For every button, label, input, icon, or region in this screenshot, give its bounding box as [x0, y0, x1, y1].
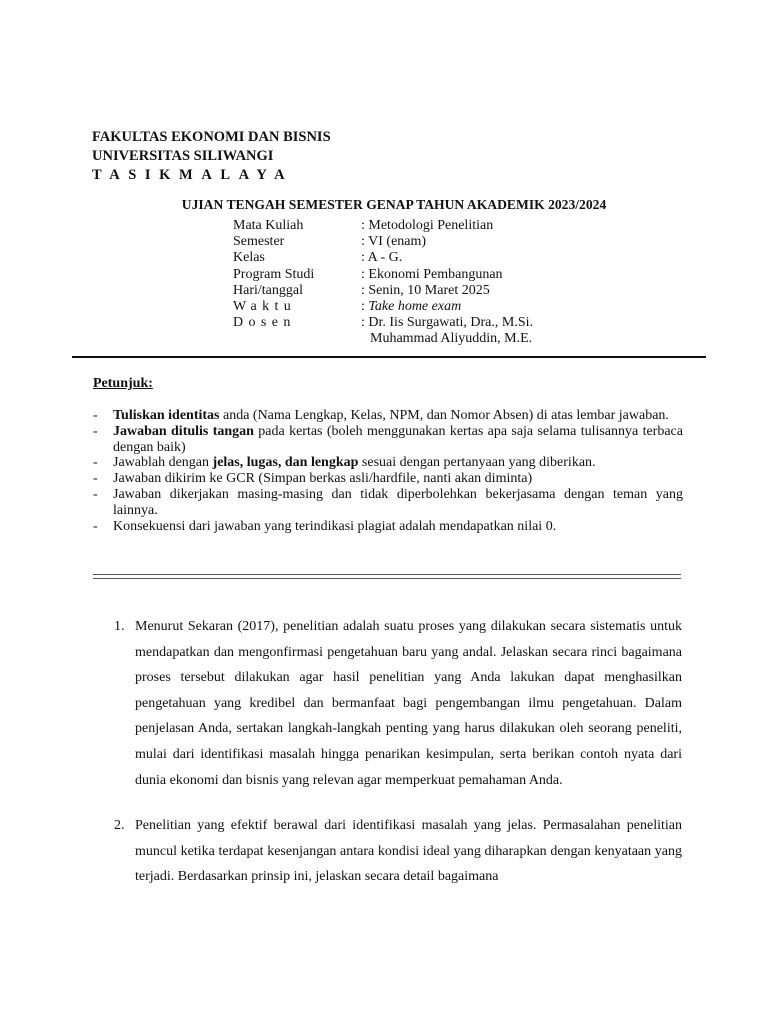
date-value: : Senin, 10 Maret 2025	[361, 282, 490, 298]
instruction-text: sesuai dengan pertanyaan yang diberikan.	[358, 455, 596, 471]
date-label: Hari/tanggal	[233, 282, 303, 298]
header-divider	[72, 356, 706, 358]
program-label: Program Studi	[233, 266, 315, 282]
instruction-item	[93, 455, 683, 471]
question-item	[114, 614, 682, 793]
semester-value: : VI (enam)	[361, 234, 427, 250]
instruction-item	[93, 408, 683, 424]
lecturer-label: Dosen	[233, 315, 296, 331]
class-value: : A - G.	[361, 250, 403, 266]
instruction-item	[93, 471, 683, 487]
time-colon: :	[361, 299, 369, 315]
info-row-course	[233, 218, 533, 234]
exam-title: UJIAN TENGAH SEMESTER GENAP TAHUN AKADEMIK 2023/2024	[181, 197, 607, 212]
class-label: Kelas	[233, 250, 265, 266]
instruction-bold: jelas, lugas, dan lengkap	[212, 455, 359, 471]
lecturer-value-2: Muhammad Aliyuddin, M.E.	[370, 331, 533, 347]
instruction-text: Jawaban dikerjakan masing-masing dan tidak diperbolehkan bekerjasama dengan teman yang lainnya.	[113, 486, 683, 518]
info-row-class	[233, 250, 533, 266]
question-text: Penelitian yang efektif berawal dari identifikasi masalah yang jelas. Permasalahan penelitian muncul ketika terdapat kesenjangan antara kondisi ideal yang diharapkan dengan kenyataan yang terjadi. Berdasarkan prinsip ini, jelaskan secara detail bagaimana	[135, 818, 682, 885]
info-row-time	[233, 299, 533, 315]
semester-label: Semester	[233, 234, 285, 250]
instruction-item	[93, 487, 683, 519]
time-value-wrapper	[361, 299, 461, 315]
time-value: Take home exam	[368, 299, 462, 315]
time-label: Waktu	[233, 299, 297, 315]
faculty-name: FAKULTAS EKONOMI DAN BISNIS	[92, 129, 331, 145]
instruction-text: Jawaban dikirim ke GCR (Simpan berkas asli/hardfile, nanti akan diminta)	[113, 471, 533, 487]
lecturer-value: : Dr. Iis Surgawati, Dra., M.Si.	[361, 315, 534, 331]
program-value: : Ekonomi Pembangunan	[361, 266, 503, 282]
instruction-text: pada kertas (boleh menggunakan kertas apa saja selama tulisannya terbaca dengan baik)	[113, 423, 683, 455]
exam-info-block	[233, 218, 533, 348]
info-row-date	[233, 283, 533, 299]
instruction-item	[93, 519, 683, 535]
university-name: UNIVERSITAS SILIWANGI	[92, 148, 274, 164]
course-value: : Metodologi Penelitian	[361, 218, 494, 233]
city-name: TASIKMALAYA	[92, 167, 294, 183]
instruction-text: Jawablah dengan	[113, 455, 213, 471]
question-number: 1.	[114, 619, 125, 634]
question-number: 2.	[114, 818, 125, 834]
instruction-item	[93, 424, 683, 456]
instruction-text: Konsekuensi dari jawaban yang terindikasi plagiat adalah mendapatkan nilai 0.	[113, 518, 557, 534]
instructions-divider	[93, 574, 681, 579]
institution-header	[92, 128, 331, 185]
info-row-program	[233, 267, 533, 283]
question-item	[114, 813, 682, 890]
info-row-lecturer	[233, 315, 533, 331]
instruction-bold: Jawaban ditulis tangan	[113, 423, 254, 439]
course-label: Mata Kuliah	[233, 218, 304, 233]
instructions-title: Petunjuk:	[93, 376, 153, 391]
questions-list	[114, 614, 682, 890]
instruction-bold: Tuliskan identitas	[113, 408, 220, 423]
info-row-semester	[233, 234, 533, 250]
question-text: Menurut Sekaran (2017), penelitian adalah suatu proses yang dilakukan secara sistematis untuk mendapatkan dan mengonfirmasi pengetahuan baru yang andal. Jelaskan secara rinci bagaimana proses tersebut dilakukan agar hasil penelitian yang Anda lakukan dapat menghasilkan pengetahuan yang kredibel dan bermanfaat bagi pengembangan ilmu pengetahuan. Dalam penjelasan Anda, sertakan langkah-langkah penting yang harus dilakukan oleh seorang peneliti, mulai dari identifikasi masalah hingga penarikan kesimpulan, serta berikan contoh nyata dari dunia ekonomi dan bisnis yang relevan agar memperkuat pemahaman Anda.	[135, 619, 682, 788]
instructions-list	[93, 408, 683, 534]
instruction-text: anda (Nama Lengkap, Kelas, NPM, dan Nomor Absen) di atas lembar jawaban.	[219, 408, 669, 423]
